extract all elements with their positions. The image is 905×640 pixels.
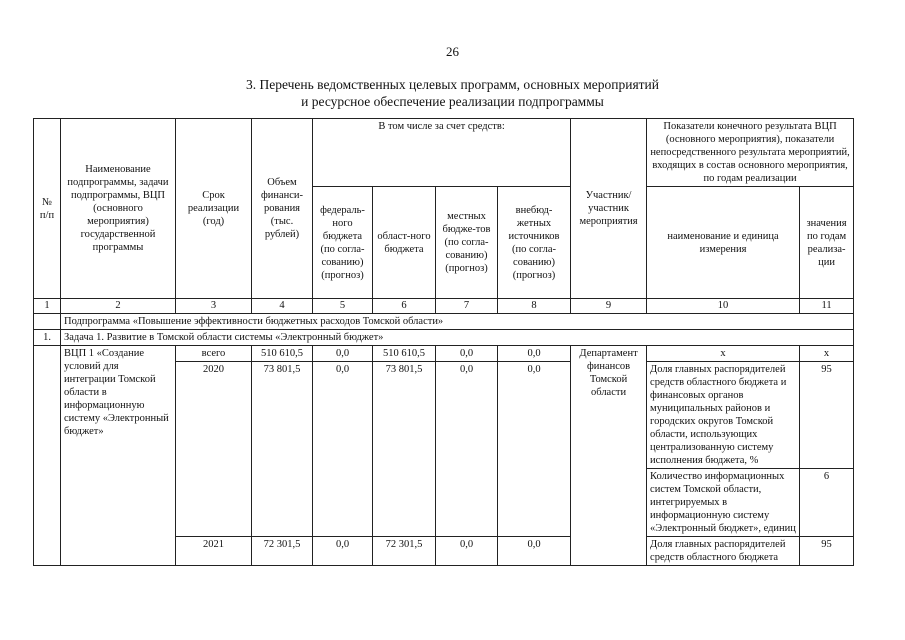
local-cell: 0,0 [436,537,498,566]
header-col-name: Наименование подпрограммы, задачи подпрограммы, ВЦП (основного мероприятия) государственной программы [61,119,176,299]
column-number: 11 [800,299,854,314]
regional-cell: 510 610,5 [373,346,436,362]
period-cell: 2021 [176,537,252,566]
regional-cell: 72 301,5 [373,537,436,566]
subprogram-number-cell [34,314,61,330]
indicator-name-cell: Доля главных распорядителей средств областного бюджета и финансовых органов муниципальных районов и городских округов Томской области, использующих централизованную систему исполнения бюджета, % [647,362,800,469]
local-cell: 0,0 [436,362,498,537]
indicator-name-cell: Количество информационных систем Томской области, интегрируемых в информационную систему «Электронный бюджет», единиц [647,469,800,537]
page-number: 26 [446,44,459,59]
federal-cell: 0,0 [313,346,373,362]
total-cell: 73 801,5 [252,362,313,537]
header-col-local: местных бюдже-тов (по согла-сованию) (прогноз) [436,187,498,299]
task-row [34,330,854,346]
participant-cell: Департамент финансов Томской области [571,346,647,566]
header-col-extrabudget: внебюд-жетных источников (по согла-сованию) (прогноз) [498,187,571,299]
indicator-value-cell: х [800,346,854,362]
programs-table [33,118,854,566]
indicator-value-cell: 6 [800,469,854,537]
table-row [34,346,854,362]
column-number: 9 [571,299,647,314]
column-numbers-row [34,299,854,314]
period-cell: 2020 [176,362,252,537]
column-number: 8 [498,299,571,314]
indicator-value-cell: 95 [800,362,854,469]
column-number: 7 [436,299,498,314]
header-col-regional: област-ного бюджета [373,187,436,299]
column-number: 3 [176,299,252,314]
total-cell: 510 610,5 [252,346,313,362]
regional-cell: 73 801,5 [373,362,436,537]
extrabudget-cell: 0,0 [498,346,571,362]
header-col-indicator-value: значения по годам реализа-ции [800,187,854,299]
header-indicators-group: Показатели конечного результата ВЦП (основного мероприятия), показатели непосредственного результата мероприятий, входящих в состав основного мероприятия, по годам реализации [647,119,854,187]
extrabudget-cell: 0,0 [498,362,571,537]
header-col-participant: Участник/ участник мероприятия [571,119,647,299]
indicator-value-cell: 95 [800,537,854,566]
header-col-number: № п/п [34,119,61,299]
vcp-name: ВЦП 1 «Создание условий для интеграции Томской области в информационную систему «Электронный бюджет» [61,346,176,566]
federal-cell: 0,0 [313,537,373,566]
column-number: 10 [647,299,800,314]
column-number: 6 [373,299,436,314]
federal-cell: 0,0 [313,362,373,537]
header-col-indicator-name: наименование и единица измерения [647,187,800,299]
header-col-federal: федераль-ного бюджета (по согла-сованию) (прогноз) [313,187,373,299]
title-line-1: 3. Перечень ведомственных целевых программ, основных мероприятий [245,77,659,92]
header-col-period: Срок реализации (год) [176,119,252,299]
period-cell: всего [176,346,252,362]
local-cell: 0,0 [436,346,498,362]
task-number: 1. [34,330,61,346]
header-funding-group: В том числе за счет средств: [313,119,571,187]
column-number: 5 [313,299,373,314]
subprogram-row [34,314,854,330]
title-line-2: и ресурсное обеспечение реализации подпрограммы [301,94,604,109]
extrabudget-cell: 0,0 [498,537,571,566]
column-number: 4 [252,299,313,314]
indicator-name-cell: х [647,346,800,362]
table-title [0,76,905,110]
header-col-volume: Объем финанси-рования (тыс. рублей) [252,119,313,299]
task-title: Задача 1. Развитие в Томской области системы «Электронный бюджет» [61,330,854,346]
indicator-name-cell: Доля главных распорядителей средств областного бюджета [647,537,800,566]
total-cell: 72 301,5 [252,537,313,566]
column-number: 2 [61,299,176,314]
vcp-number-cell [34,346,61,566]
column-number: 1 [34,299,61,314]
subprogram-title: Подпрограмма «Повышение эффективности бюджетных расходов Томской области» [61,314,854,330]
